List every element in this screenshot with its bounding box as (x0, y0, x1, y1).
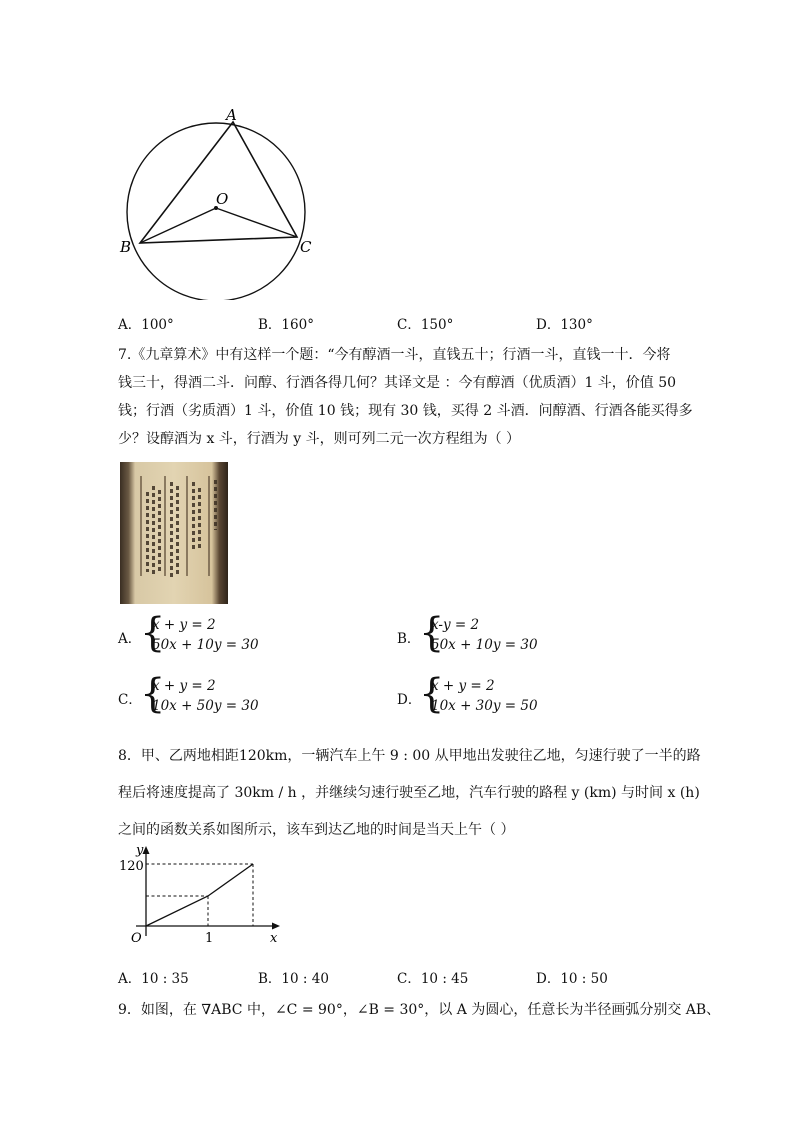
x-tick-1: 1 (205, 931, 214, 946)
x-axis-label: x (270, 931, 278, 946)
option-letter: B． (397, 631, 421, 647)
option-text: 10 : 40 (281, 971, 329, 987)
label-a: A (226, 106, 237, 124)
label-c: C (300, 238, 312, 256)
equation-1: x + y = 2 (152, 617, 216, 633)
option-text: 130° (560, 317, 593, 333)
segment-ob (140, 208, 216, 243)
q8-option-d[interactable] (536, 967, 608, 987)
equation-2: 10x + 50y = 30 (152, 698, 259, 714)
segment-oc (216, 208, 297, 237)
y-axis-arrow-icon (143, 846, 150, 854)
option-letter: D． (536, 317, 561, 333)
brace-icon: { (140, 671, 166, 717)
q7-option-b[interactable] (397, 610, 597, 659)
brace-icon: { (419, 671, 445, 717)
q6-option-d[interactable] (536, 313, 593, 333)
q6-option-a[interactable] (118, 313, 174, 333)
equation-1: x + y = 2 (152, 678, 216, 694)
brace-icon: { (419, 610, 445, 656)
origin-label: O (131, 931, 142, 946)
option-text: 100° (141, 317, 174, 333)
q8-line-1: 8．甲、乙两地相距120km，一辆汽车上午 9 : 00 从甲地出发驶往乙地，匀速行驶了一半的路 (118, 748, 701, 764)
option-text: 10 : 50 (560, 971, 608, 987)
q7-line-2: 钱三十，得酒二斗．问醇、行酒各得几何？其译文是 ：今有醇酒（优质酒）1 斗，价值 50 (118, 375, 677, 391)
q8-text (118, 738, 701, 849)
ancient-book-photo (120, 462, 228, 604)
option-letter: A． (118, 971, 142, 987)
option-letter: D． (397, 692, 422, 708)
graph-line (146, 864, 253, 926)
q7-option-d[interactable] (397, 671, 597, 720)
option-letter: A． (118, 317, 142, 333)
option-letter: C． (397, 971, 421, 987)
q8-options (118, 967, 678, 987)
q8-line-2: 程后将速度提高了 30km / h ，并继续匀速行驶至乙地，汽车行驶的路程 y (km) 与时间 x (h) (118, 785, 700, 801)
q8-option-b[interactable] (258, 967, 329, 987)
y-tick-120: 120 (119, 859, 144, 874)
option-letter: B． (258, 971, 282, 987)
q6-option-c[interactable] (397, 313, 453, 333)
option-text: 10 : 45 (420, 971, 469, 987)
option-letter: B． (258, 317, 282, 333)
option-letter: A． (118, 631, 142, 647)
q8-option-c[interactable] (397, 967, 468, 987)
option-text: 10 : 35 (141, 971, 189, 987)
q7-line-3: 钱；行酒（劣质酒）1 斗，价值 10 钱；现有 30 钱，买得 2 斗酒．问醇酒、行酒各能买得多 (118, 403, 693, 419)
q6-option-b[interactable] (258, 313, 314, 333)
label-b: B (120, 238, 132, 256)
q7-option-a[interactable] (118, 610, 318, 659)
equation-1: x-y = 2 (431, 617, 480, 633)
option-text: 160° (281, 317, 314, 333)
q7-option-c[interactable] (118, 671, 318, 720)
q7-text (118, 341, 693, 453)
circle-triangle-figure (110, 100, 330, 300)
equation-2: 50x + 10y = 30 (152, 637, 259, 653)
option-letter: D． (536, 971, 561, 987)
q7-line-1: 7.《九章算术》中有这样一个题：“今有醇酒一斗，直钱五十；行酒一斗，直钱一十．今将 (118, 347, 671, 363)
option-text: 150° (420, 317, 454, 333)
label-o: O (216, 190, 229, 208)
option-letter: C． (397, 317, 421, 333)
q6-options (118, 313, 678, 333)
equation-1: x + y = 2 (431, 678, 495, 694)
circumcircle (127, 123, 305, 300)
q8-option-a[interactable] (118, 967, 189, 987)
q9-text (118, 996, 721, 1024)
option-letter: C． (118, 692, 142, 708)
x-axis-arrow-icon (272, 923, 280, 930)
brace-icon: { (140, 610, 166, 656)
equation-2: 50x + 10y = 30 (431, 637, 538, 653)
q9-line-1: 9．如图，在 ∇ABC 中，∠C = 90°，∠B = 30°，以 A 为圆心，任意长为半径画弧分别交 AB、 (118, 1002, 721, 1018)
distance-time-graph (110, 840, 290, 950)
equation-2: 10x + 30y = 50 (431, 698, 538, 714)
q8-line-3: 之间的函数关系如图所示，该车到达乙地的时间是当天上午（ ） (118, 822, 515, 838)
y-axis-label: y (136, 843, 144, 858)
q7-line-4: 少？设醇酒为 x 斗，行酒为 y 斗，则可列二元一次方程组为（ ） (118, 431, 521, 447)
